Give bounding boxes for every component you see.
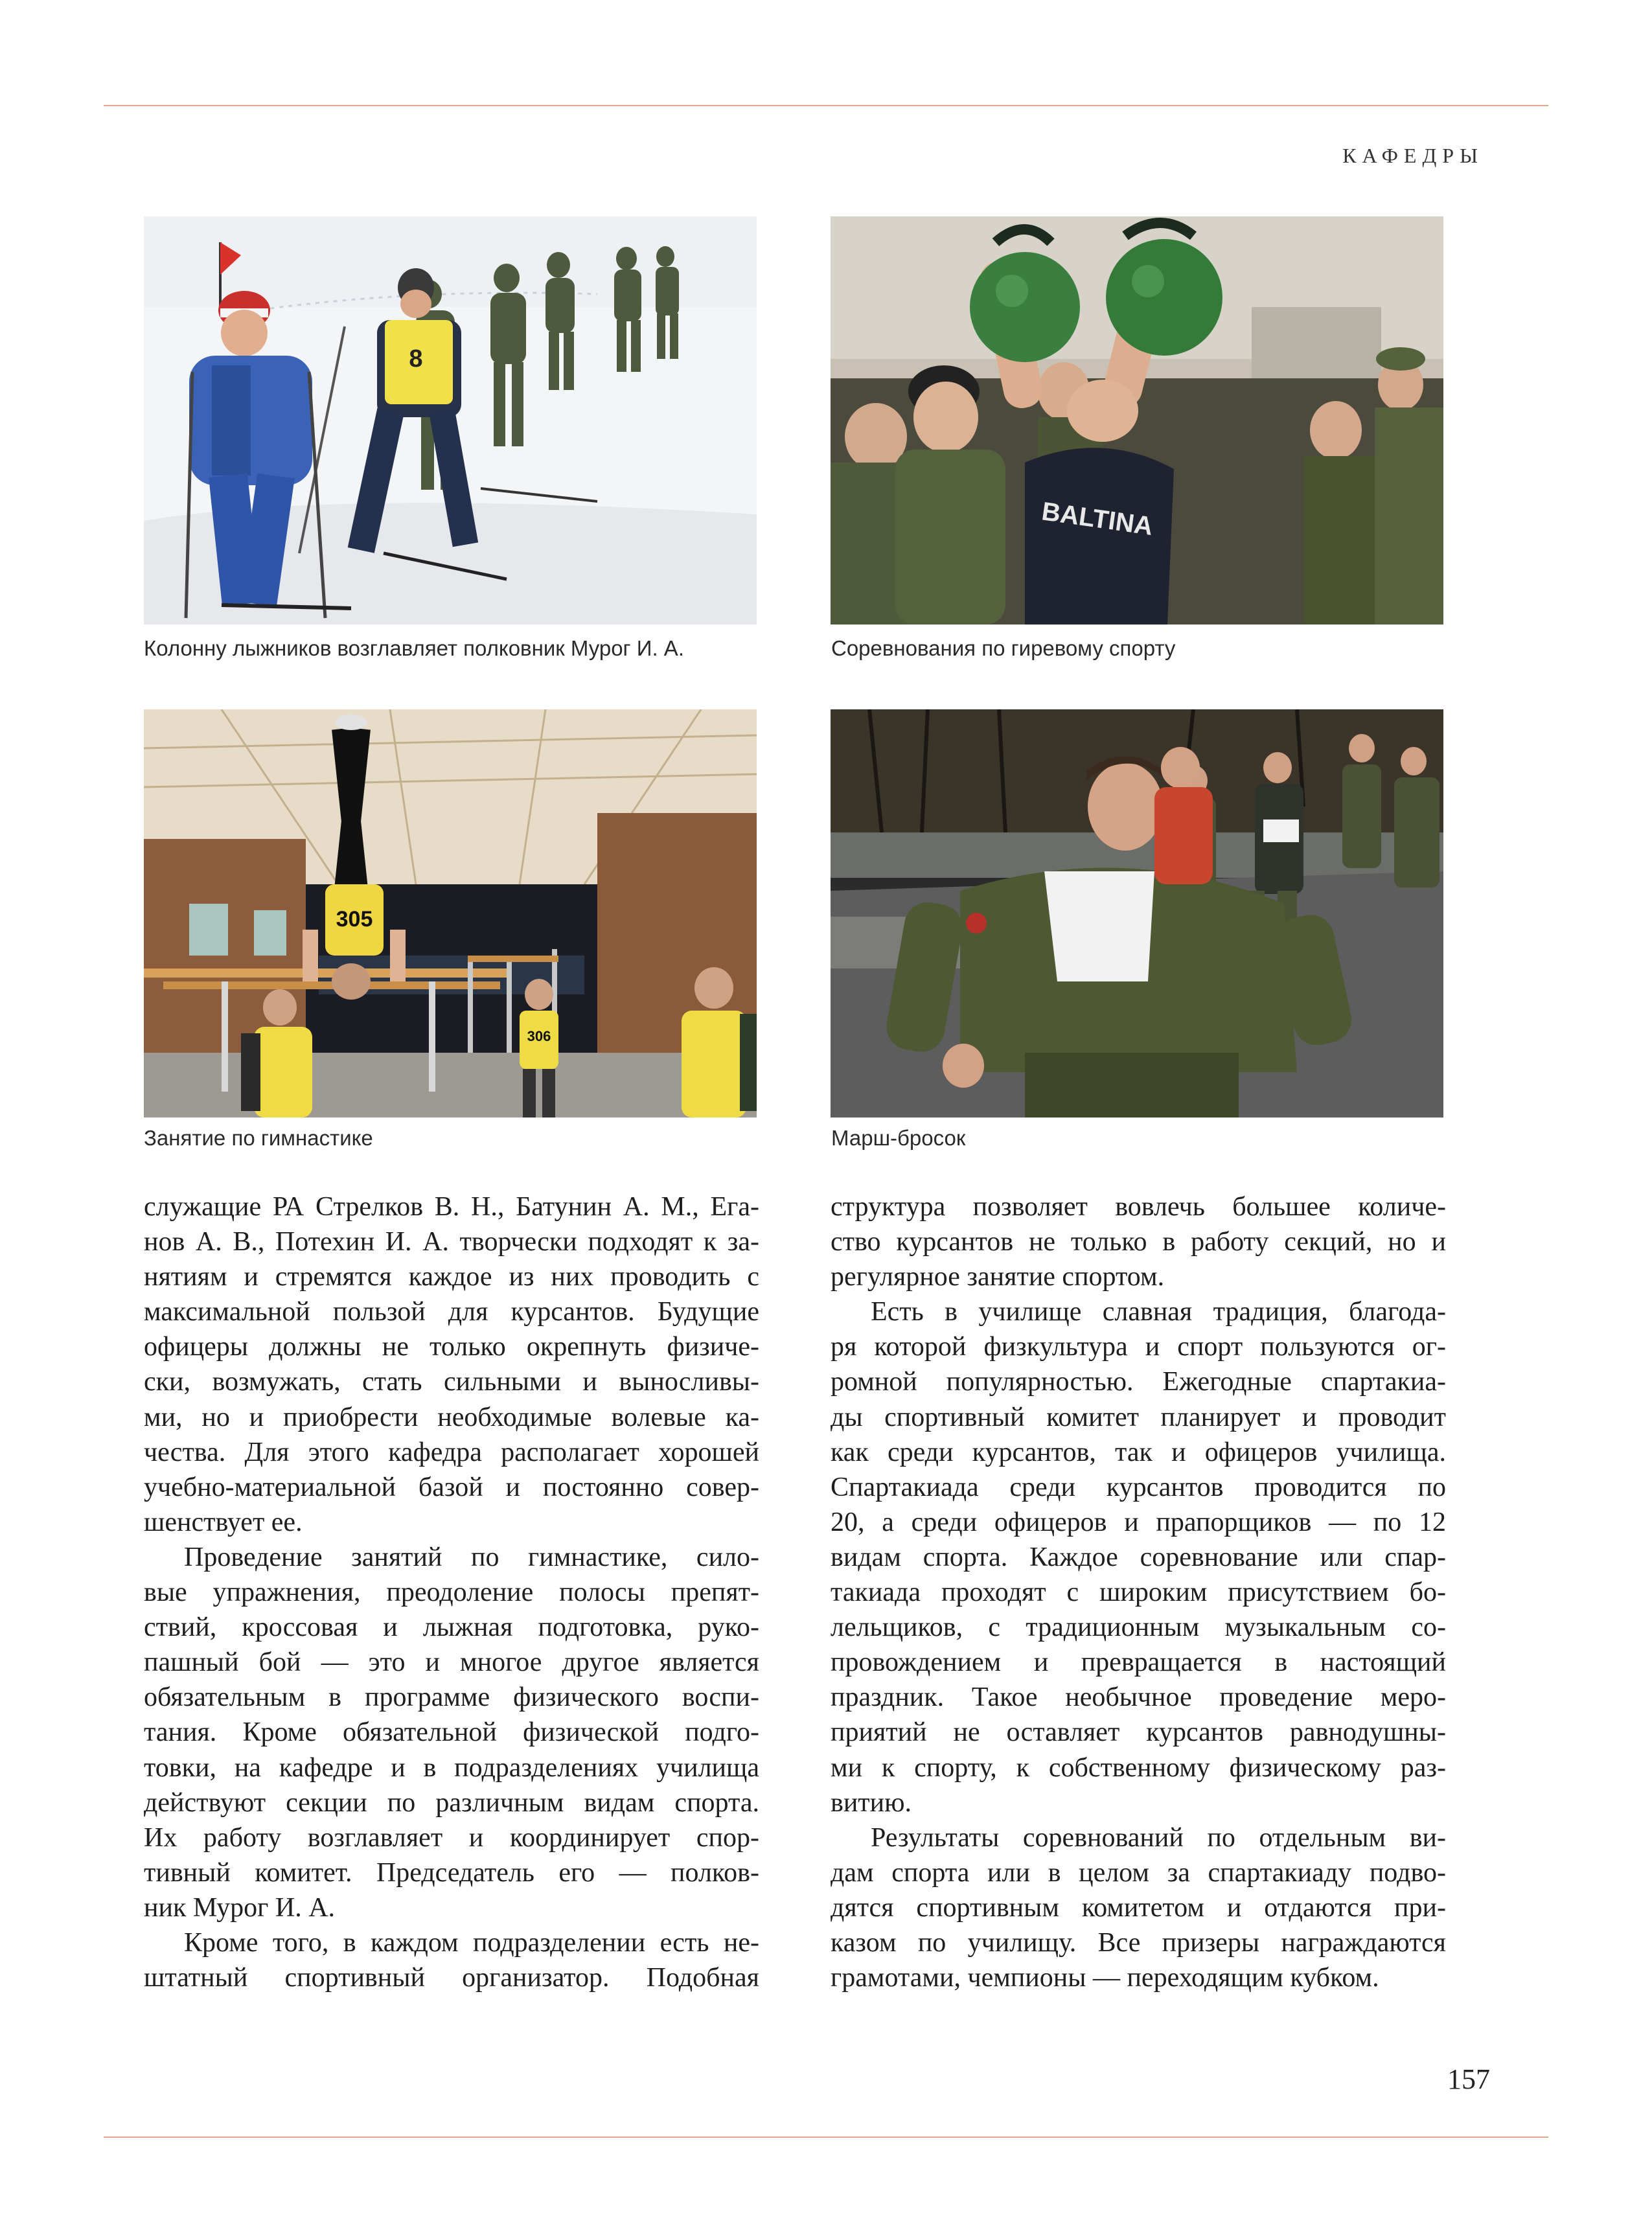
text-line: ство курсантов не только в работу секций, но и [831, 1227, 1446, 1257]
text-line: витию. [831, 1787, 912, 1818]
text-line: регулярное занятие спортом. [831, 1262, 1165, 1292]
caption-kettlebell: Соревнования по гиревому спорту [831, 636, 1176, 660]
text-line: вые упражнения, преодоление полосы препят- [144, 1577, 759, 1608]
text-line: обязательным в программе физического воспи- [144, 1682, 759, 1713]
bottom-rule [104, 2137, 1548, 2138]
text-line: Проведение занятий по гимнастике, сило- [184, 1542, 759, 1572]
text-line: приятий не оставляет курсантов равнодушны- [831, 1717, 1446, 1748]
text-line: штатный спортивный организатор. Подобная [144, 1963, 759, 1993]
text-line: структура позволяет вовлечь большее количе- [831, 1192, 1446, 1222]
text-column-right [831, 1189, 1446, 1995]
text-line: ник Мурог И. А. [144, 1892, 336, 1923]
text-line: ды спортивный комитет планирует и проводит [831, 1402, 1446, 1432]
text-line: пашный бой — это и многое другое является [144, 1647, 759, 1678]
text-line: грамотами, чемпионы — переходящим кубком. [831, 1963, 1379, 1993]
text-line: чества. Для этого кафедра располагает хорошей [144, 1437, 759, 1467]
text-line: учебно-материальной базой и постоянно совер- [144, 1472, 759, 1502]
skier-bib-number: 8 [409, 345, 423, 372]
text-line: тания. Кроме обязательной физической подго- [144, 1717, 759, 1748]
caption-gymnastics: Занятие по гимнастике [144, 1126, 373, 1150]
lifter-shirt-text: BALTINA [1040, 497, 1155, 541]
page-number: 157 [1447, 2063, 1490, 2095]
text-line: ря которой физкультура и спорт пользуются ог- [831, 1332, 1446, 1362]
text-line: нов А. В., Потехин И. А. творчески подходят к за- [144, 1227, 759, 1257]
text-line: дам спорта или в целом за спартакиаду подво- [831, 1857, 1446, 1888]
top-rule [104, 105, 1548, 106]
text-line: офицеры должны не только окрепнуть физиче- [144, 1332, 759, 1362]
caption-march: Марш-бросок [831, 1126, 966, 1150]
text-line: ми, но и приобрести необходимые волевые ка- [144, 1402, 759, 1432]
text-line: Есть в училище славная традиция, благода- [871, 1297, 1446, 1327]
text-line: нятиям и стремятся каждое из них проводить с [144, 1262, 759, 1292]
text-line: как среди курсантов, так и офицеров училища. [831, 1437, 1446, 1467]
text-line: лельщиков, с традиционным музыкальным со- [831, 1612, 1446, 1643]
text-line: 20, а среди офицеров и прапорщиков — по 12 [831, 1507, 1446, 1537]
text-line: провождением и превращается в настоящий [831, 1647, 1446, 1678]
photo-skiers [144, 216, 757, 625]
text-line: ромной популярностью. Ежегодные спартакиа- [831, 1367, 1446, 1397]
section-title: КАФЕДРЫ [1342, 144, 1484, 167]
text-line: служащие РА Стрелков В. Н., Батунин А. М., Ега- [144, 1192, 759, 1222]
text-line: видам спорта. Каждое соревнование или спар- [831, 1542, 1446, 1572]
text-line: товки, на кафедре и в подразделениях училища [144, 1752, 759, 1783]
text-line: Спартакиада среди курсантов проводится по [831, 1472, 1446, 1502]
text-line: такиада проходят с широким присутствием бо- [831, 1577, 1446, 1608]
text-line: Результаты соревнований по отдельным ви- [871, 1822, 1446, 1853]
text-line: действуют секции по различным видам спорта. [144, 1787, 759, 1818]
photo-gymnastics [144, 709, 757, 1118]
text-line: ми к спорту, к собственному физическому раз- [831, 1752, 1446, 1783]
caption-skiers: Колонну лыжников возглавляет полковник Мурог И. А. [144, 636, 684, 660]
photo-march [831, 709, 1443, 1118]
text-column-left [144, 1189, 759, 1995]
text-line: дятся спортивным комитетом и отдаются при- [831, 1892, 1446, 1923]
photo-kettlebell [831, 216, 1443, 625]
text-line: Кроме того, в каждом подразделении есть не- [184, 1927, 759, 1958]
gymnast-bib-number: 305 [336, 907, 373, 932]
text-line: казом по училищу. Все призеры награждаются [831, 1927, 1446, 1958]
text-line: тивный комитет. Председатель его — полков- [144, 1857, 759, 1888]
text-line: Их работу возглавляет и координирует спор- [144, 1822, 759, 1853]
text-line: праздник. Такое необычное проведение меро- [831, 1682, 1446, 1713]
text-line: ски, возмужать, стать сильными и выносливы- [144, 1367, 759, 1397]
spotter-bib-number: 306 [527, 1028, 551, 1044]
text-line: шенствует ее. [144, 1507, 303, 1537]
text-line: ствий, кроссовая и лыжная подготовка, руко- [144, 1612, 759, 1643]
text-line: максимальной пользой для курсантов. Будущие [144, 1297, 759, 1327]
